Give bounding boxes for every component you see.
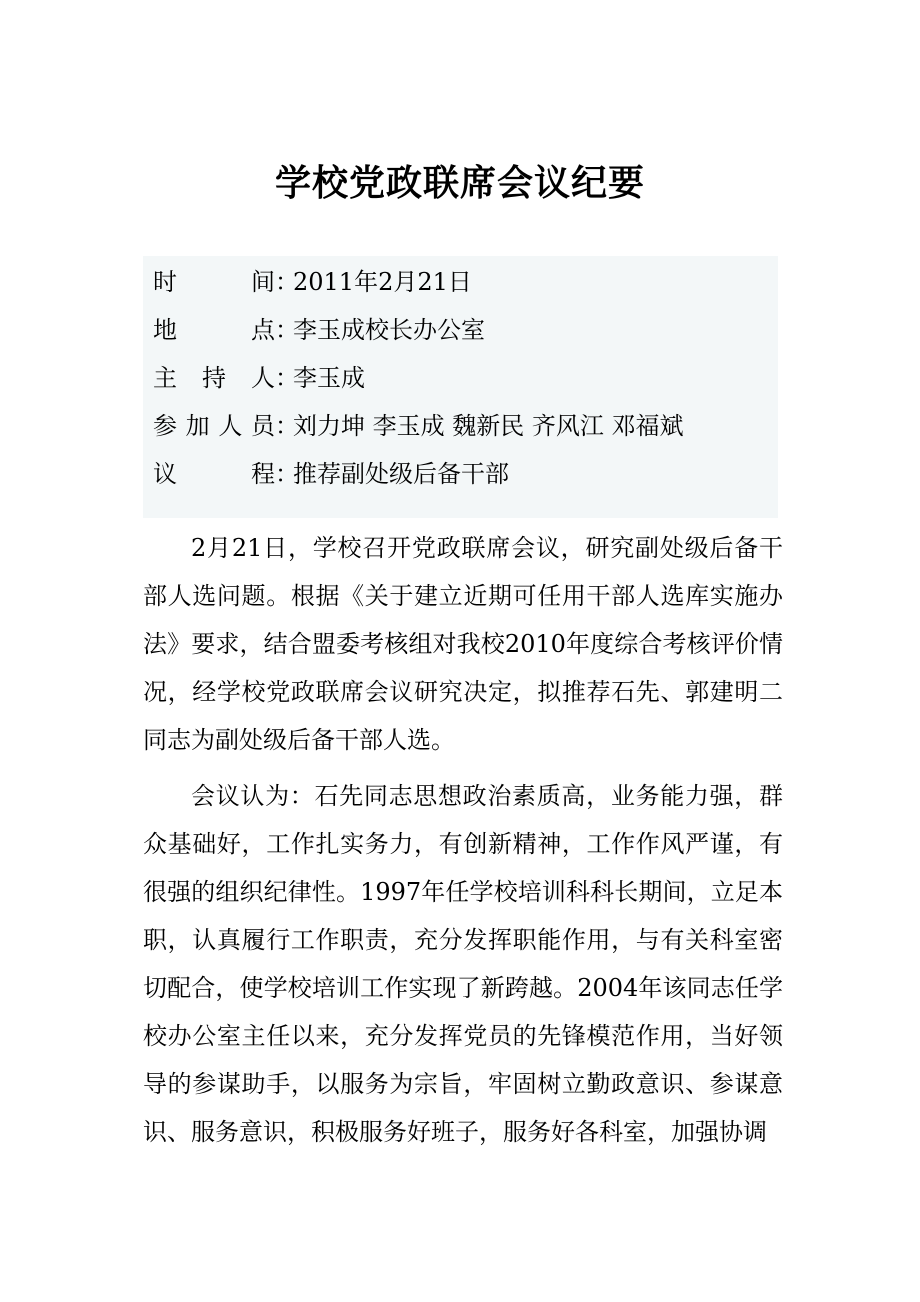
meta-row-attendees (153, 408, 684, 444)
meta-row-place (153, 312, 485, 348)
meta-label-agenda: 议程 (153, 460, 275, 488)
meta-value-time: 2011年2月21日 (293, 268, 472, 296)
meta-value-agenda: 推荐副处级后备干部 (293, 460, 509, 488)
meta-colon: ： (275, 412, 299, 440)
meta-colon: ： (275, 268, 299, 296)
meta-value-place: 李玉成校长办公室 (293, 316, 485, 344)
meta-label-time: 时间 (153, 268, 275, 296)
meta-colon: ： (275, 460, 299, 488)
meta-label-place: 地点 (153, 316, 275, 344)
meta-value-host: 李玉成 (293, 364, 365, 392)
document-title: 学校党政联席会议纪要 (274, 162, 645, 204)
meeting-info-block (143, 256, 778, 518)
meta-value-attendees: 刘力坤 李玉成 魏新民 齐风江 邓福斌 (293, 412, 684, 440)
meta-row-time (153, 264, 472, 300)
body-paragraph-2: 会议认为：石先同志思想政治素质高，业务能力强，群众基础好，工作扎实务力，有创新精神，工作作风严谨，有很强的组织纪律性。1997年任学校培训科科长期间，立足本职，认真履行工作职责，充分发挥职能作用，与有关科室密切配合，使学校培训工作实现了新跨越。2004年该同志任学校办公室主任以来，充分发挥党员的先锋模范作用，当好领导的参谋助手，以服务为宗旨，牢固树立勤政意识、参谋意识、服务意识，积极服务好班子，服务好各科室，加强协调 (143, 782, 783, 1146)
meta-colon: ： (275, 316, 299, 344)
meta-colon: ： (275, 364, 299, 392)
meta-label-attendees: 参加人员 (153, 412, 275, 440)
meta-row-agenda (153, 456, 509, 492)
meta-row-host (153, 360, 365, 396)
body-paragraph-1: 2月21日，学校召开党政联席会议，研究副处级后备干部人选问题。根据《关于建立近期可任用干部人选库实施办法》要求，结合盟委考核组对我校2010年度综合考核评价情况，经学校党政联席会议研究决定，拟推荐石先、郭建明二同志为副处级后备干部人选。 (143, 534, 783, 754)
meta-label-host: 主持人 (153, 364, 275, 392)
